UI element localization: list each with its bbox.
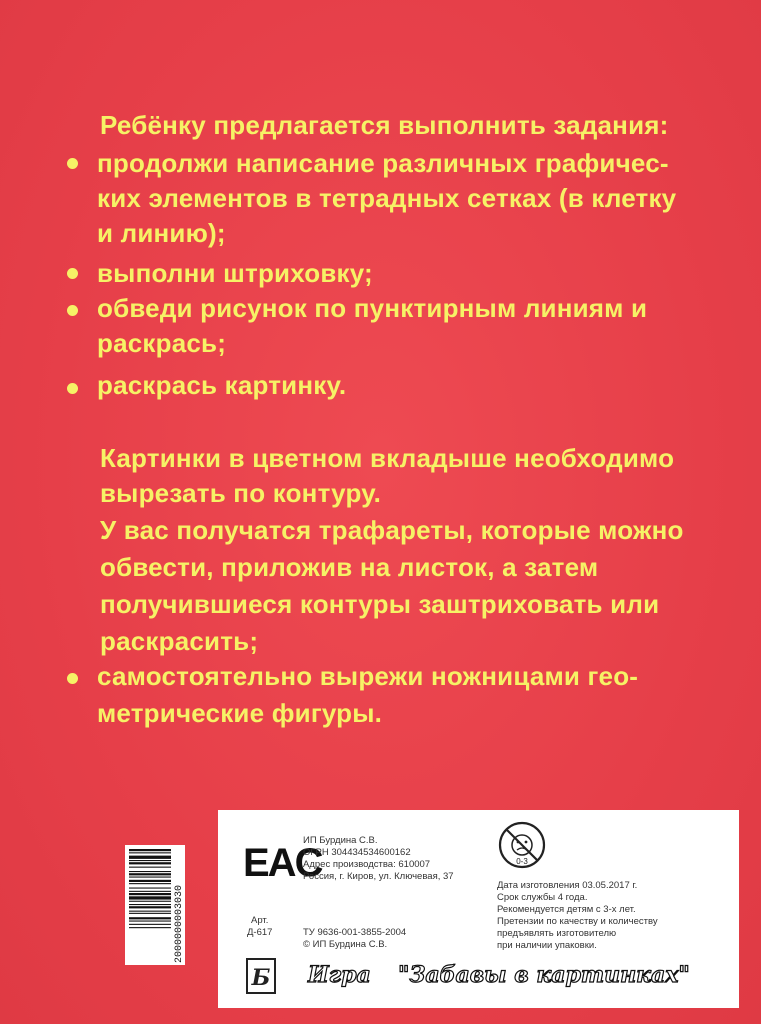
details-line-3: Рекомендуется детям с 3-х лет.	[497, 904, 636, 915]
barcode-bar	[129, 891, 171, 892]
barcode-bar	[129, 871, 171, 872]
bullet-1-line-1: продолжи написание различных графичес-	[97, 148, 669, 178]
details-line-6: при наличии упаковки.	[497, 940, 597, 951]
barcode-bar	[129, 862, 171, 864]
publisher-name: ИП Бурдина С.В.	[303, 835, 378, 846]
instructions-heading: Ребёнку предлагается выполнить задания:	[100, 110, 669, 140]
barcode-bar	[129, 856, 171, 859]
barcode-bar	[129, 911, 171, 912]
age-restriction-icon	[497, 820, 547, 870]
details-line-4: Претензии по качеству и количеству	[497, 916, 658, 927]
final-bullet-line-2: метрические фигуры.	[97, 698, 383, 728]
barcode-bar	[129, 849, 171, 851]
bullet-1-line-3: и линию);	[97, 218, 226, 248]
bullet-icon	[67, 158, 78, 169]
barcode-bar	[129, 906, 171, 908]
barcode-bar	[129, 896, 171, 899]
bullet-4-line-1: раскрась картинку.	[97, 370, 347, 400]
barcode-bar	[129, 924, 171, 925]
body-line-4: обвести, приложив на листок, а затем	[100, 552, 599, 582]
bullet-2-line-1: выполни штриховку;	[97, 258, 373, 288]
barcode-bar	[129, 852, 171, 853]
barcode-bar	[129, 880, 171, 882]
body-line-2: вырезать по контуру.	[100, 478, 382, 508]
details-line-2: Срок службы 4 года.	[497, 892, 588, 903]
publisher-logo-icon	[246, 958, 276, 994]
game-title	[300, 958, 700, 992]
barcode-bar	[129, 867, 171, 868]
publisher-city: Россия, г. Киров, ул. Ключевая, 37	[303, 871, 454, 882]
barcode-bar	[129, 888, 171, 889]
barcode-bar	[129, 913, 171, 914]
bullet-icon	[67, 383, 78, 394]
barcode-bar	[129, 877, 171, 878]
barcode-bar	[129, 904, 171, 905]
barcode-bar	[129, 860, 171, 861]
barcode-bar	[129, 927, 171, 928]
barcode-bar	[129, 893, 171, 895]
body-line-1: Картинки в цветном вкладыше необходимо	[100, 443, 675, 473]
details-line-1: Дата изготовления 03.05.2017 г.	[497, 880, 638, 891]
game-prefix: Игра	[308, 962, 371, 988]
body-line-3: У вас получатся трафареты, которые можно	[100, 515, 684, 545]
barcode-bar	[129, 917, 171, 919]
eac-mark: EAC	[243, 841, 322, 885]
barcode-bar	[129, 883, 171, 884]
copyright: © ИП Бурдина С.В.	[303, 939, 388, 950]
bullet-1-line-2: ких элементов в тетрадных сетках (в клетку	[97, 183, 677, 213]
art-label: Арт.	[251, 915, 269, 926]
barcode-bar	[129, 873, 171, 875]
publisher-address: Адрес производства: 610007	[303, 859, 431, 870]
body-line-5: получившиеся контуры заштриховать или	[100, 589, 660, 619]
standard-code: ТУ 9636-001-3855-2004	[303, 927, 407, 938]
barcode-bar	[129, 901, 171, 902]
age-label: 0-3	[516, 857, 528, 866]
bullet-icon	[67, 673, 78, 684]
bullet-icon	[67, 305, 78, 316]
art-code: Д-617	[247, 927, 273, 938]
barcode-digits: 2000000003030	[174, 884, 185, 963]
bullet-3-line-1: обведи рисунок по пунктирным линиям и	[97, 293, 648, 323]
logo-letter: Б	[251, 965, 271, 991]
details-line-5: предъявлять изготовителю	[497, 928, 617, 939]
bullet-3-line-2: раскрась;	[97, 328, 227, 358]
body-line-6: раскрасить;	[100, 626, 259, 656]
bullet-icon	[67, 268, 78, 279]
barcode-bar	[129, 921, 171, 922]
publisher-ogrn: ОГРН 304434534600162	[303, 847, 411, 858]
game-name: "Забавы в картинках"	[398, 962, 690, 988]
final-bullet-line-1: самостоятельно вырежи ножницами гео-	[97, 661, 639, 691]
